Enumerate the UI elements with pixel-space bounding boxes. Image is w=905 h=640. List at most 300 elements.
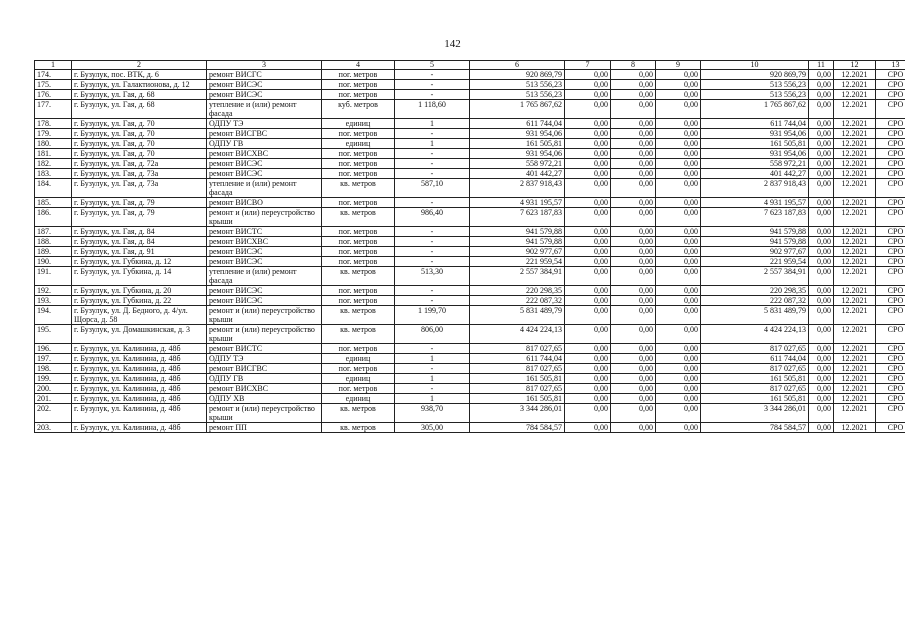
- cost-col-10-cell: 1 765 867,62: [701, 100, 809, 119]
- total-cost-cell: 222 087,32: [470, 296, 565, 306]
- total-cost-cell: 784 584,57: [470, 423, 565, 433]
- total-cost-cell: 941 579,88: [470, 237, 565, 247]
- address-cell: г. Бузулук, ул. Губкина, д. 20: [72, 286, 207, 296]
- address-cell: г. Бузулук, ул. Галактионова, д. 12: [72, 80, 207, 90]
- cost-col-8-cell: 0,00: [611, 159, 656, 169]
- work-type-cell: ремонт и (или) переустройство крыши: [207, 404, 322, 423]
- column-header-3: 3: [207, 61, 322, 70]
- cost-col-9-cell: 0,00: [656, 384, 701, 394]
- work-type-cell: ремонт ВИСЭС: [207, 80, 322, 90]
- table-row: [35, 119, 905, 129]
- unit-cell: пог. метров: [322, 129, 395, 139]
- cost-col-7-cell: 0,00: [565, 90, 611, 100]
- cost-col-8-cell: 0,00: [611, 198, 656, 208]
- unit-cell: пог. метров: [322, 198, 395, 208]
- row-number-cell: 191.: [35, 267, 72, 286]
- address-cell: г. Бузулук, ул. Гая, д. 70: [72, 119, 207, 129]
- cost-col-11-cell: 0,00: [809, 374, 834, 384]
- period-cell: 12.2021: [834, 119, 876, 129]
- cost-col-10-cell: 931 954,06: [701, 149, 809, 159]
- volume-cell: -: [395, 227, 470, 237]
- period-cell: 12.2021: [834, 257, 876, 267]
- unit-cell: единиц: [322, 374, 395, 384]
- unit-cell: единиц: [322, 139, 395, 149]
- total-cost-cell: 611 744,04: [470, 119, 565, 129]
- cost-col-9-cell: 0,00: [656, 296, 701, 306]
- cost-col-10-cell: 401 442,27: [701, 169, 809, 179]
- row-number-cell: 184.: [35, 179, 72, 198]
- row-number-cell: 195.: [35, 325, 72, 344]
- work-type-cell: ремонт и (или) переустройство крыши: [207, 325, 322, 344]
- cost-col-9-cell: 0,00: [656, 267, 701, 286]
- work-type-cell: ремонт ВИСХВС: [207, 149, 322, 159]
- volume-cell: 1: [395, 119, 470, 129]
- cost-col-8-cell: 0,00: [611, 306, 656, 325]
- table-row: [35, 70, 905, 80]
- cost-col-11-cell: 0,00: [809, 306, 834, 325]
- period-cell: 12.2021: [834, 296, 876, 306]
- unit-cell: пог. метров: [322, 384, 395, 394]
- address-cell: г. Бузулук, пос. ВТК, д. 6: [72, 70, 207, 80]
- volume-cell: -: [395, 384, 470, 394]
- cost-col-10-cell: 161 505,81: [701, 394, 809, 404]
- table-row: [35, 364, 905, 374]
- table-row: [35, 80, 905, 90]
- table-row: [35, 267, 905, 286]
- unit-cell: кв. метров: [322, 179, 395, 198]
- row-number-cell: 203.: [35, 423, 72, 433]
- table-row: [35, 159, 905, 169]
- cost-col-10-cell: 5 831 489,79: [701, 306, 809, 325]
- cost-col-9-cell: 0,00: [656, 354, 701, 364]
- unit-cell: пог. метров: [322, 227, 395, 237]
- volume-cell: 806,00: [395, 325, 470, 344]
- work-type-cell: ремонт ВИСЭС: [207, 286, 322, 296]
- cost-col-9-cell: 0,00: [656, 374, 701, 384]
- volume-cell: -: [395, 237, 470, 247]
- address-cell: г. Бузулук, ул. Д. Бедного, д. 4/ул. Щорса, д. 58: [72, 306, 207, 325]
- row-number-cell: 177.: [35, 100, 72, 119]
- cost-col-11-cell: 0,00: [809, 286, 834, 296]
- cost-col-10-cell: 2 837 918,43: [701, 179, 809, 198]
- unit-cell: пог. метров: [322, 159, 395, 169]
- cost-col-7-cell: 0,00: [565, 119, 611, 129]
- volume-cell: -: [395, 364, 470, 374]
- row-number-cell: 189.: [35, 247, 72, 257]
- column-header-12: 12: [834, 61, 876, 70]
- cost-col-8-cell: 0,00: [611, 286, 656, 296]
- address-cell: г. Бузулук, ул. Гая, д. 84: [72, 227, 207, 237]
- cost-col-10-cell: 611 744,04: [701, 119, 809, 129]
- cost-col-8-cell: 0,00: [611, 119, 656, 129]
- cost-col-11-cell: 0,00: [809, 267, 834, 286]
- cost-col-8-cell: 0,00: [611, 70, 656, 80]
- unit-cell: пог. метров: [322, 80, 395, 90]
- cost-col-11-cell: 0,00: [809, 257, 834, 267]
- cost-col-7-cell: 0,00: [565, 179, 611, 198]
- address-cell: г. Бузулук, ул. Гая, д. 79: [72, 198, 207, 208]
- work-type-cell: ремонт ВИСВО: [207, 198, 322, 208]
- cost-col-7-cell: 0,00: [565, 286, 611, 296]
- row-number-cell: 190.: [35, 257, 72, 267]
- cost-col-11-cell: 0,00: [809, 394, 834, 404]
- method-cell: СРО: [876, 237, 905, 247]
- work-type-cell: утепление и (или) ремонт фасада: [207, 100, 322, 119]
- total-cost-cell: 817 027,65: [470, 364, 565, 374]
- column-header-9: 9: [656, 61, 701, 70]
- work-type-cell: ремонт ВИСЭС: [207, 169, 322, 179]
- cost-col-7-cell: 0,00: [565, 208, 611, 227]
- cost-col-10-cell: 2 557 384,91: [701, 267, 809, 286]
- work-type-cell: ремонт ВИСТС: [207, 344, 322, 354]
- unit-cell: пог. метров: [322, 70, 395, 80]
- cost-col-11-cell: 0,00: [809, 247, 834, 257]
- volume-cell: 1: [395, 139, 470, 149]
- period-cell: 12.2021: [834, 179, 876, 198]
- work-type-cell: ремонт ВИСЭС: [207, 90, 322, 100]
- cost-col-7-cell: 0,00: [565, 169, 611, 179]
- address-cell: г. Бузулук, ул. Калинина, д. 48б: [72, 364, 207, 374]
- cost-col-7-cell: 0,00: [565, 70, 611, 80]
- cost-col-9-cell: 0,00: [656, 159, 701, 169]
- cost-col-7-cell: 0,00: [565, 306, 611, 325]
- cost-col-7-cell: 0,00: [565, 354, 611, 364]
- unit-cell: пог. метров: [322, 169, 395, 179]
- cost-col-9-cell: 0,00: [656, 169, 701, 179]
- method-cell: СРО: [876, 119, 905, 129]
- cost-col-8-cell: 0,00: [611, 237, 656, 247]
- address-cell: г. Бузулук, ул. Калинина, д. 48б: [72, 374, 207, 384]
- volume-cell: -: [395, 344, 470, 354]
- row-number-cell: 200.: [35, 384, 72, 394]
- cost-col-7-cell: 0,00: [565, 364, 611, 374]
- volume-cell: -: [395, 257, 470, 267]
- cost-col-9-cell: 0,00: [656, 423, 701, 433]
- table-row: [35, 354, 905, 364]
- period-cell: 12.2021: [834, 129, 876, 139]
- period-cell: 12.2021: [834, 384, 876, 394]
- row-number-cell: 182.: [35, 159, 72, 169]
- period-cell: 12.2021: [834, 237, 876, 247]
- row-number-cell: 192.: [35, 286, 72, 296]
- cost-col-11-cell: 0,00: [809, 296, 834, 306]
- table-row: [35, 169, 905, 179]
- total-cost-cell: 817 027,65: [470, 344, 565, 354]
- cost-col-10-cell: 4 931 195,57: [701, 198, 809, 208]
- work-type-cell: ремонт ВИСЭС: [207, 257, 322, 267]
- cost-col-9-cell: 0,00: [656, 344, 701, 354]
- period-cell: 12.2021: [834, 306, 876, 325]
- row-number-cell: 175.: [35, 80, 72, 90]
- unit-cell: единиц: [322, 394, 395, 404]
- method-cell: СРО: [876, 90, 905, 100]
- table-header: [35, 61, 905, 70]
- cost-col-7-cell: 0,00: [565, 139, 611, 149]
- cost-col-10-cell: 784 584,57: [701, 423, 809, 433]
- address-cell: г. Бузулук, ул. Гая, д. 68: [72, 90, 207, 100]
- unit-cell: кв. метров: [322, 423, 395, 433]
- total-cost-cell: 611 744,04: [470, 354, 565, 364]
- address-cell: г. Бузулук, ул. Гая, д. 72а: [72, 159, 207, 169]
- total-cost-cell: 1 765 867,62: [470, 100, 565, 119]
- volume-cell: -: [395, 169, 470, 179]
- period-cell: 12.2021: [834, 208, 876, 227]
- column-header-1: 1: [35, 61, 72, 70]
- row-number-cell: 187.: [35, 227, 72, 237]
- row-number-cell: 202.: [35, 404, 72, 423]
- cost-col-7-cell: 0,00: [565, 198, 611, 208]
- cost-col-10-cell: 513 556,23: [701, 90, 809, 100]
- total-cost-cell: 817 027,65: [470, 384, 565, 394]
- unit-cell: пог. метров: [322, 344, 395, 354]
- cost-col-11-cell: 0,00: [809, 208, 834, 227]
- method-cell: СРО: [876, 100, 905, 119]
- unit-cell: кв. метров: [322, 208, 395, 227]
- volume-cell: -: [395, 159, 470, 169]
- cost-col-9-cell: 0,00: [656, 129, 701, 139]
- method-cell: СРО: [876, 70, 905, 80]
- period-cell: 12.2021: [834, 286, 876, 296]
- unit-cell: пог. метров: [322, 257, 395, 267]
- work-type-cell: ремонт ВИСЭС: [207, 296, 322, 306]
- volume-cell: 305,00: [395, 423, 470, 433]
- period-cell: 12.2021: [834, 90, 876, 100]
- period-cell: 12.2021: [834, 374, 876, 384]
- cost-col-8-cell: 0,00: [611, 227, 656, 237]
- row-number-cell: 181.: [35, 149, 72, 159]
- row-number-cell: 199.: [35, 374, 72, 384]
- table-row: [35, 227, 905, 237]
- cost-col-8-cell: 0,00: [611, 139, 656, 149]
- row-number-cell: 201.: [35, 394, 72, 404]
- work-type-cell: ремонт ВИСГВС: [207, 129, 322, 139]
- volume-cell: 1: [395, 374, 470, 384]
- volume-cell: 1 118,60: [395, 100, 470, 119]
- period-cell: 12.2021: [834, 247, 876, 257]
- cost-col-7-cell: 0,00: [565, 325, 611, 344]
- method-cell: СРО: [876, 257, 905, 267]
- method-cell: СРО: [876, 344, 905, 354]
- method-cell: СРО: [876, 159, 905, 169]
- cost-col-10-cell: 941 579,88: [701, 227, 809, 237]
- method-cell: СРО: [876, 198, 905, 208]
- period-cell: 12.2021: [834, 267, 876, 286]
- cost-col-10-cell: 611 744,04: [701, 354, 809, 364]
- method-cell: СРО: [876, 267, 905, 286]
- table-row: [35, 384, 905, 394]
- cost-col-10-cell: 220 298,35: [701, 286, 809, 296]
- cost-col-10-cell: 817 027,65: [701, 344, 809, 354]
- address-cell: г. Бузулук, ул. Калинина, д. 48б: [72, 344, 207, 354]
- cost-col-7-cell: 0,00: [565, 374, 611, 384]
- row-number-cell: 197.: [35, 354, 72, 364]
- cost-col-11-cell: 0,00: [809, 139, 834, 149]
- total-cost-cell: 931 954,06: [470, 129, 565, 139]
- total-cost-cell: 5 831 489,79: [470, 306, 565, 325]
- cost-col-9-cell: 0,00: [656, 364, 701, 374]
- cost-col-11-cell: 0,00: [809, 344, 834, 354]
- cost-col-8-cell: 0,00: [611, 179, 656, 198]
- work-type-cell: ремонт ВИСХВС: [207, 384, 322, 394]
- period-cell: 12.2021: [834, 394, 876, 404]
- cost-col-8-cell: 0,00: [611, 257, 656, 267]
- cost-col-10-cell: 222 087,32: [701, 296, 809, 306]
- volume-cell: 1 199,70: [395, 306, 470, 325]
- cost-col-11-cell: 0,00: [809, 364, 834, 374]
- period-cell: 12.2021: [834, 149, 876, 159]
- cost-col-7-cell: 0,00: [565, 404, 611, 423]
- address-cell: г. Бузулук, ул. Губкина, д. 12: [72, 257, 207, 267]
- total-cost-cell: 4 931 195,57: [470, 198, 565, 208]
- cost-col-9-cell: 0,00: [656, 394, 701, 404]
- address-cell: г. Бузулук, ул. Гая, д. 70: [72, 139, 207, 149]
- cost-col-8-cell: 0,00: [611, 267, 656, 286]
- unit-cell: кв. метров: [322, 306, 395, 325]
- cost-col-9-cell: 0,00: [656, 286, 701, 296]
- total-cost-cell: 558 972,21: [470, 159, 565, 169]
- period-cell: 12.2021: [834, 159, 876, 169]
- cost-col-11-cell: 0,00: [809, 227, 834, 237]
- cost-col-9-cell: 0,00: [656, 404, 701, 423]
- cost-col-7-cell: 0,00: [565, 247, 611, 257]
- address-cell: г. Бузулук, ул. Гая, д. 70: [72, 149, 207, 159]
- period-cell: 12.2021: [834, 139, 876, 149]
- unit-cell: кв. метров: [322, 404, 395, 423]
- row-number-cell: 196.: [35, 344, 72, 354]
- cost-col-8-cell: 0,00: [611, 344, 656, 354]
- method-cell: СРО: [876, 423, 905, 433]
- cost-col-9-cell: 0,00: [656, 227, 701, 237]
- cost-col-8-cell: 0,00: [611, 80, 656, 90]
- cost-col-11-cell: 0,00: [809, 237, 834, 247]
- column-number-row: [35, 61, 905, 70]
- cost-col-11-cell: 0,00: [809, 90, 834, 100]
- total-cost-cell: 161 505,81: [470, 374, 565, 384]
- row-number-cell: 185.: [35, 198, 72, 208]
- total-cost-cell: 220 298,35: [470, 286, 565, 296]
- volume-cell: 587,10: [395, 179, 470, 198]
- method-cell: СРО: [876, 208, 905, 227]
- cost-col-8-cell: 0,00: [611, 374, 656, 384]
- cost-col-11-cell: 0,00: [809, 404, 834, 423]
- cost-col-11-cell: 0,00: [809, 80, 834, 90]
- unit-cell: кв. метров: [322, 325, 395, 344]
- period-cell: 12.2021: [834, 423, 876, 433]
- cost-col-8-cell: 0,00: [611, 169, 656, 179]
- period-cell: 12.2021: [834, 100, 876, 119]
- table-row: [35, 306, 905, 325]
- cost-col-7-cell: 0,00: [565, 159, 611, 169]
- work-type-cell: ОДПУ ГВ: [207, 374, 322, 384]
- column-header-11: 11: [809, 61, 834, 70]
- column-header-6: 6: [470, 61, 565, 70]
- volume-cell: -: [395, 286, 470, 296]
- cost-col-9-cell: 0,00: [656, 306, 701, 325]
- total-cost-cell: 221 959,54: [470, 257, 565, 267]
- cost-col-7-cell: 0,00: [565, 257, 611, 267]
- cost-col-8-cell: 0,00: [611, 423, 656, 433]
- method-cell: СРО: [876, 374, 905, 384]
- cost-col-7-cell: 0,00: [565, 100, 611, 119]
- cost-col-11-cell: 0,00: [809, 423, 834, 433]
- cost-col-11-cell: 0,00: [809, 129, 834, 139]
- cost-col-8-cell: 0,00: [611, 325, 656, 344]
- table-row: [35, 149, 905, 159]
- work-type-cell: ремонт ВИСХВС: [207, 237, 322, 247]
- total-cost-cell: 920 869,79: [470, 70, 565, 80]
- cost-col-7-cell: 0,00: [565, 80, 611, 90]
- cost-col-9-cell: 0,00: [656, 149, 701, 159]
- row-number-cell: 198.: [35, 364, 72, 374]
- address-cell: г. Бузулук, ул. Гая, д. 91: [72, 247, 207, 257]
- cost-col-8-cell: 0,00: [611, 394, 656, 404]
- period-cell: 12.2021: [834, 344, 876, 354]
- work-type-cell: ремонт ВИСТС: [207, 227, 322, 237]
- table-row: [35, 129, 905, 139]
- cost-col-7-cell: 0,00: [565, 227, 611, 237]
- cost-col-10-cell: 161 505,81: [701, 374, 809, 384]
- volume-cell: -: [395, 70, 470, 80]
- volume-cell: 1: [395, 354, 470, 364]
- method-cell: СРО: [876, 80, 905, 90]
- work-type-cell: утепление и (или) ремонт фасада: [207, 267, 322, 286]
- cost-col-7-cell: 0,00: [565, 296, 611, 306]
- table-row: [35, 247, 905, 257]
- unit-cell: пог. метров: [322, 90, 395, 100]
- cost-col-10-cell: 7 623 187,83: [701, 208, 809, 227]
- cost-col-8-cell: 0,00: [611, 364, 656, 374]
- work-type-cell: утепление и (или) ремонт фасада: [207, 179, 322, 198]
- volume-cell: 938,70: [395, 404, 470, 423]
- method-cell: СРО: [876, 286, 905, 296]
- cost-col-9-cell: 0,00: [656, 100, 701, 119]
- table-row: [35, 344, 905, 354]
- table-row: [35, 237, 905, 247]
- period-cell: 12.2021: [834, 80, 876, 90]
- cost-col-11-cell: 0,00: [809, 198, 834, 208]
- total-cost-cell: 941 579,88: [470, 227, 565, 237]
- method-cell: СРО: [876, 227, 905, 237]
- volume-cell: -: [395, 129, 470, 139]
- address-cell: г. Бузулук, ул. Гая, д. 73а: [72, 179, 207, 198]
- cost-col-9-cell: 0,00: [656, 70, 701, 80]
- table-row: [35, 208, 905, 227]
- column-header-10: 10: [701, 61, 809, 70]
- method-cell: СРО: [876, 384, 905, 394]
- cost-col-10-cell: 920 869,79: [701, 70, 809, 80]
- column-header-8: 8: [611, 61, 656, 70]
- address-cell: г. Бузулук, ул. Гая, д. 68: [72, 100, 207, 119]
- cost-col-8-cell: 0,00: [611, 129, 656, 139]
- cost-col-9-cell: 0,00: [656, 119, 701, 129]
- cost-col-11-cell: 0,00: [809, 159, 834, 169]
- table-row: [35, 423, 905, 433]
- cost-col-7-cell: 0,00: [565, 149, 611, 159]
- unit-cell: пог. метров: [322, 286, 395, 296]
- unit-cell: кв. метров: [322, 267, 395, 286]
- method-cell: СРО: [876, 306, 905, 325]
- table-row: [35, 100, 905, 119]
- volume-cell: -: [395, 90, 470, 100]
- repair-schedule-table: [34, 60, 905, 433]
- table-row: [35, 139, 905, 149]
- cost-col-9-cell: 0,00: [656, 257, 701, 267]
- address-cell: г. Бузулук, ул. Гая, д. 73а: [72, 169, 207, 179]
- volume-cell: -: [395, 149, 470, 159]
- volume-cell: 513,30: [395, 267, 470, 286]
- method-cell: СРО: [876, 404, 905, 423]
- method-cell: СРО: [876, 364, 905, 374]
